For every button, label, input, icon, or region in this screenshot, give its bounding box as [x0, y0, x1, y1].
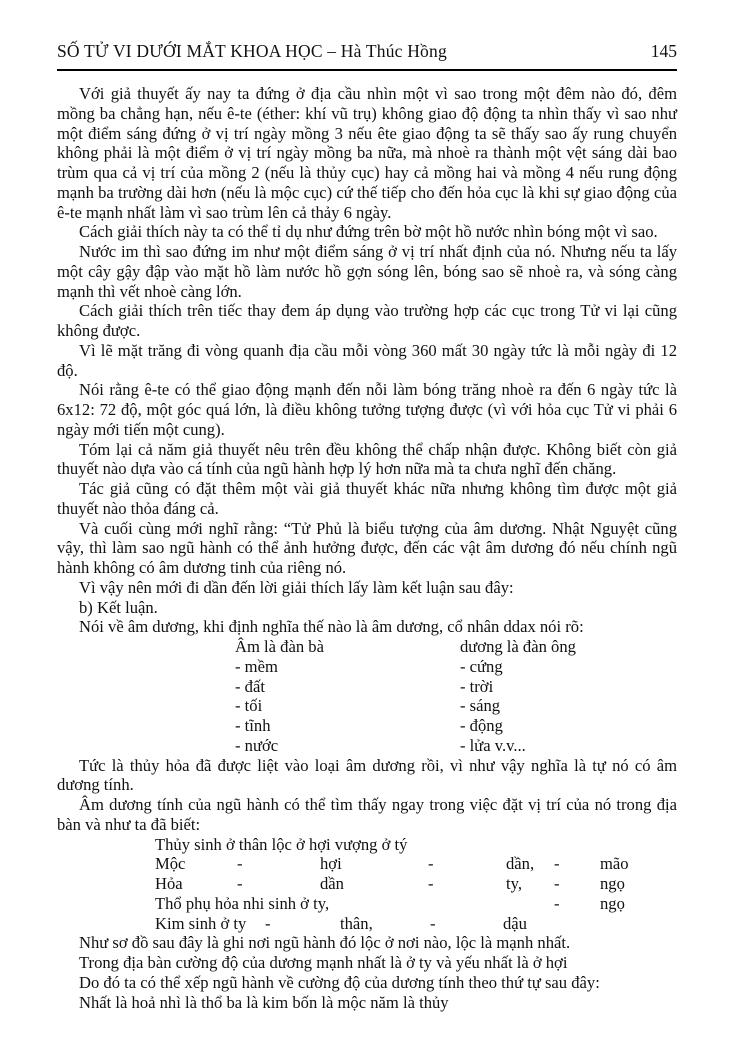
paragraph: Âm dương tính của ngũ hành có thể tìm thấy ngay trong việc đặt vị trí của nó trong địa bàn và như ta đã biết:	[57, 795, 677, 834]
paragraph: Và cuối cùng mới nghĩ rằng: “Tử Phủ là biểu tượng của âm dương. Nhật Nguyệt cũng vậy, thì làm sao ngũ hành có thể ảnh hưởng được, đến các vật âm dương đó nếu chính ngũ hành không có âm dương tinh của riêng nó.	[57, 518, 677, 577]
duality-left-item: - nước	[235, 735, 279, 755]
page-body	[57, 84, 677, 1012]
table-cell: ngọ	[600, 893, 625, 913]
table-row	[155, 835, 677, 855]
paragraph: Với giả thuyết ấy nay ta đứng ở địa cầu nhìn một vì sao trong một đêm nào đó, đêm mồng ba chẳng hạn, nếu ê-te (éther: khí vũ trụ) không giao độ động ta nhìn thấy vì sao như một điểm sáng đứng ở vị trí ngày mồng 3 nếu ête giao động ta sẽ thấy sao ấy rung chuyển không phải là một điểm ở vị trí ngày mồng ba nữa, mà nhoè ra thành một vệt sáng dài bao trùm qua cả vị trí của mồng 2 (nếu là thủy cục) hay cả mồng hai và mồng 4 nếu rung động mạnh ba trường dài hơn (nếu là mộc cục) cứ thế tiếp cho đến hỏa cục là khi sự giao động của ê-te mạnh nhất làm vì sao trùm lên cả thảy 6 ngày.	[57, 84, 677, 222]
duality-left-item: - mềm	[235, 656, 278, 676]
paragraph: Vì lẽ mặt trăng đi vòng quanh địa cầu mỗi vòng 360 mất 30 ngày tức là mỗi ngày đi 12 độ.	[57, 340, 677, 380]
duality-row	[235, 696, 677, 716]
duality-intro-line: Nói về âm dương, khi định nghĩa thế nào là âm dương, cổ nhân ddax nói rõ:	[79, 617, 584, 637]
table-cell: -	[554, 854, 560, 874]
table-cell: -	[430, 913, 436, 933]
duality-right-item: - lửa v.v...	[460, 735, 526, 755]
table-cell: -	[265, 913, 271, 933]
table-row	[155, 854, 677, 874]
paragraph: Nước im thì sao đứng im như một điểm sáng ở vị trí nhất định của nó. Nhưng nếu ta lấy một cây gậy đập vào mặt hồ làm nước hồ gợn sóng lên, bóng sao sẽ nhoè ra, và sóng càng mạnh thì vết nhoè càng lớn.	[57, 242, 677, 301]
closing-line: Như sơ đồ sau đây là ghi nơi ngũ hành đó lộc ở nơi nào, lộc là mạnh nhất.	[79, 933, 571, 953]
duality-right-item: - cứng	[460, 656, 503, 676]
duality-row	[235, 677, 677, 697]
table-cell: thân,	[340, 913, 373, 933]
table-cell: -	[237, 874, 243, 893]
page-number: 145	[650, 41, 677, 61]
duality-right-item: - trời	[460, 676, 494, 696]
table-cell: -	[428, 874, 434, 893]
table-cell: Thủy sinh ở thân lộc ở hợi vượng ở tý	[155, 834, 408, 854]
duality-row	[235, 657, 677, 677]
duality-right-item: - sáng	[460, 696, 501, 716]
table-cell: dần,	[506, 854, 535, 874]
paragraph: Tác giả cũng có đặt thêm một vài giả thuyết khác nữa nhưng không tìm được một giả thuyết nào thỏa đáng cả.	[57, 479, 677, 518]
duality-left-item: - đất	[235, 676, 265, 696]
closing-line: Nhất là hoả nhì là thổ ba là kim bốn là mộc năm là thủy	[79, 992, 449, 1012]
table-cell: -	[237, 854, 243, 874]
table-cell: Kim sinh ở ty	[155, 913, 247, 933]
table-row	[155, 874, 677, 894]
table-row	[155, 914, 677, 934]
table-cell: hợi	[320, 854, 342, 874]
duality-left-item: Âm là đàn bà	[235, 637, 324, 656]
duality-row	[235, 716, 677, 736]
page-header	[57, 0, 677, 71]
paragraph: Tức là thủy hỏa đã được liệt vào loại âm dương rồi, vì như vậy nghĩa là tự nó có âm dương tính.	[57, 755, 677, 795]
closing-line: Trong địa bàn cường độ của dương mạnh nhất là ở ty và yếu nhất là ở hợi	[79, 953, 568, 972]
paragraph: Cách giải thích này ta có thể tỉ dụ như đứng trên bờ một hồ nước nhìn bóng một vì sao.	[79, 222, 658, 242]
page-header-title: SỐ TỬ VI DƯỚI MẮT KHOA HỌC – Hà Thúc Hồng	[57, 41, 447, 61]
duality-left-item: - tĩnh	[235, 716, 271, 735]
paragraph: Tóm lại cả năm giả thuyết nêu trên đều không thể chấp nhận được. Không biết còn giả thuyết nào dựa vào cá tính của ngũ hành hợp lý hơn nữa mà ta chưa nghĩ đến chăng.	[57, 439, 677, 479]
table-cell: mão	[600, 854, 629, 874]
closing-line: Do đó ta có thể xếp ngũ hành về cường độ của dương tính theo thứ tự sau đây:	[79, 972, 600, 992]
paragraph: Cách giải thích trên tiếc thay đem áp dụng vào trường hợp các cục trong Tử vi lại cũng không được.	[57, 301, 677, 340]
table-cell: dậu	[503, 913, 527, 933]
conclusion-heading: b) Kết luận.	[79, 597, 158, 617]
table-row	[155, 894, 677, 914]
paragraph: Vì vậy nên mới đi dần đến lời giải thích lấy làm kết luận sau đây:	[79, 577, 514, 597]
duality-row	[235, 637, 677, 657]
duality-left-item: - tối	[235, 696, 263, 716]
table-cell: Mộc	[155, 854, 186, 874]
duality-row	[235, 736, 677, 756]
table-cell: ngọ	[600, 874, 625, 893]
table-cell: Thổ phụ hỏa nhi sinh ở ty,	[155, 893, 330, 913]
table-cell: -	[428, 854, 434, 874]
table-cell: -	[554, 893, 560, 913]
table-cell: ty,	[506, 874, 522, 893]
paragraph: Nói rằng ê-te có thể giao động mạnh đến nỗi làm bóng trăng nhoè ra đến 6 ngày tức là 6x12: 72 độ, một góc quá lớn, là điều không tưởng tượng được (vì với hỏa cục Tử vi phải 6 ngày mới tiến một cung).	[57, 380, 677, 439]
duality-right-item: - động	[460, 716, 503, 735]
table-cell: dần	[320, 874, 344, 893]
table-cell: -	[554, 874, 560, 893]
table-cell: Hỏa	[155, 874, 183, 893]
duality-right-item: dương là đàn ông	[460, 637, 576, 656]
